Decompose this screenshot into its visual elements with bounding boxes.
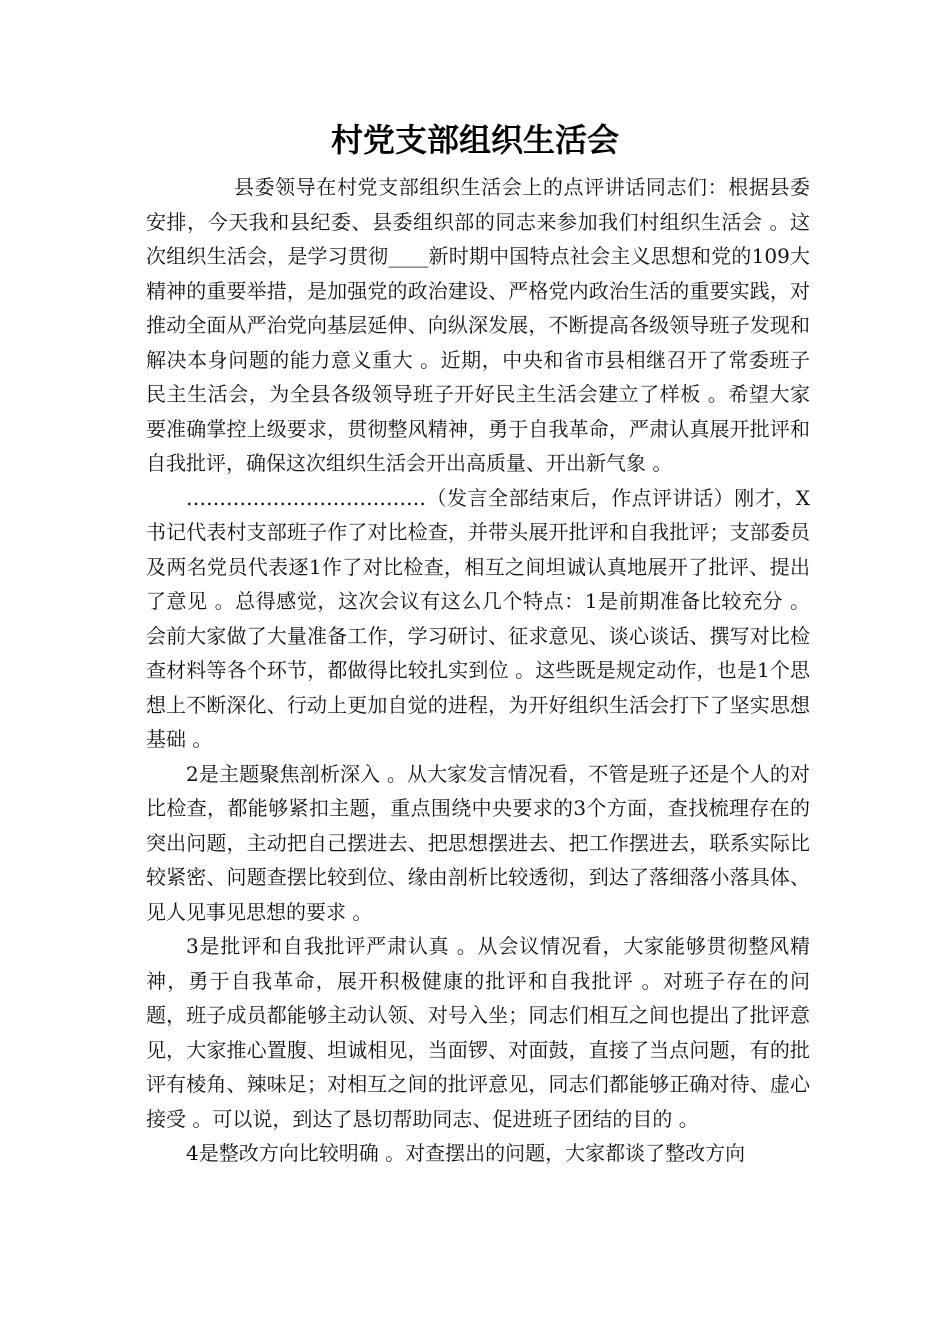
document-body	[146, 170, 810, 1171]
paragraph-3: 2是主题聚焦剖析深入 。从大家发言情况看，不管是班子还是个人的对比检查，都能够紧扣主题，重点围绕中央要求的3个方面，查找梳理存在的突出问题，主动把自己摆进去、把思想摆进去、把工作摆进去，联系实际比较紧密、问题查摆比较到位、缘由剖析比较透彻，到达了落细落小落具体、见人见事见思想的要求 。	[146, 761, 810, 924]
paragraph-2: ………………………………（发言全部结束后，作点评讲话）刚才，X书记代表村支部班子作了对比检查，并带头展开批评和自我批评；支部委员及两名党员代表逐1作了对比检查，相互之间坦诚认真地展开了批评、提出了意见 。总得感觉，这次会议有这么几个特点：1是前期准备比较充分 。会前大家做了大量准备工作，学习研讨、征求意见、谈心谈话、撰写对比检查材料等各个环节，都做得比较扎实到位 。这些既是规定动作，也是1个思想上不断深化、行动上更加自觉的进程，为开好组织生活会打下了坚实思想基础 。	[146, 485, 810, 751]
document-title: 村党支部组织生活会	[330, 121, 619, 159]
paragraph-1: 县委领导在村党支部组织生活会上的点评讲话同志们：根据县委安排，今天我和县纪委、县委组织部的同志来参加我们村组织生活会 。这次组织生活会，是学习贯彻____新时期中国特点社会主义思想和党的109大精神的重要举措，是加强党的政治建设、严格党内政治生活的重要实践，对推动全面从严治党向基层延伸、向纵深发展，不断提高各级领导班子发现和解决本身问题的能力意义重大 。近期，中央和省市县相继召开了常委班子民主生活会，为全县各级领导班子开好民主生活会建立了样板 。希望大家要准确掌控上级要求，贯彻整风精神，勇于自我革命，严肃认真展开批评和自我批评，确保这次组织生活会开出高质量、开出新气象 。	[146, 175, 810, 475]
paragraph-5: 4是整改方向比较明确 。对查摆出的问题，大家都谈了整改方向	[186, 1141, 746, 1165]
paragraph-4: 3是批评和自我批评严肃认真 。从会议情况看，大家能够贯彻整风精神，勇于自我革命，展开积极健康的批评和自我批评 。对班子存在的问题，班子成员都能够主动认领、对号入坐；同志们相互之间也提出了批评意见，大家推心置腹、坦诚相见，当面锣、对面鼓，直接了当点问题，有的批评有棱角、辣味足；对相互之间的批评意见，同志们都能够正确对待、虚心接受 。可以说，到达了恳切帮助同志、促进班子团结的目的 。	[146, 934, 810, 1131]
